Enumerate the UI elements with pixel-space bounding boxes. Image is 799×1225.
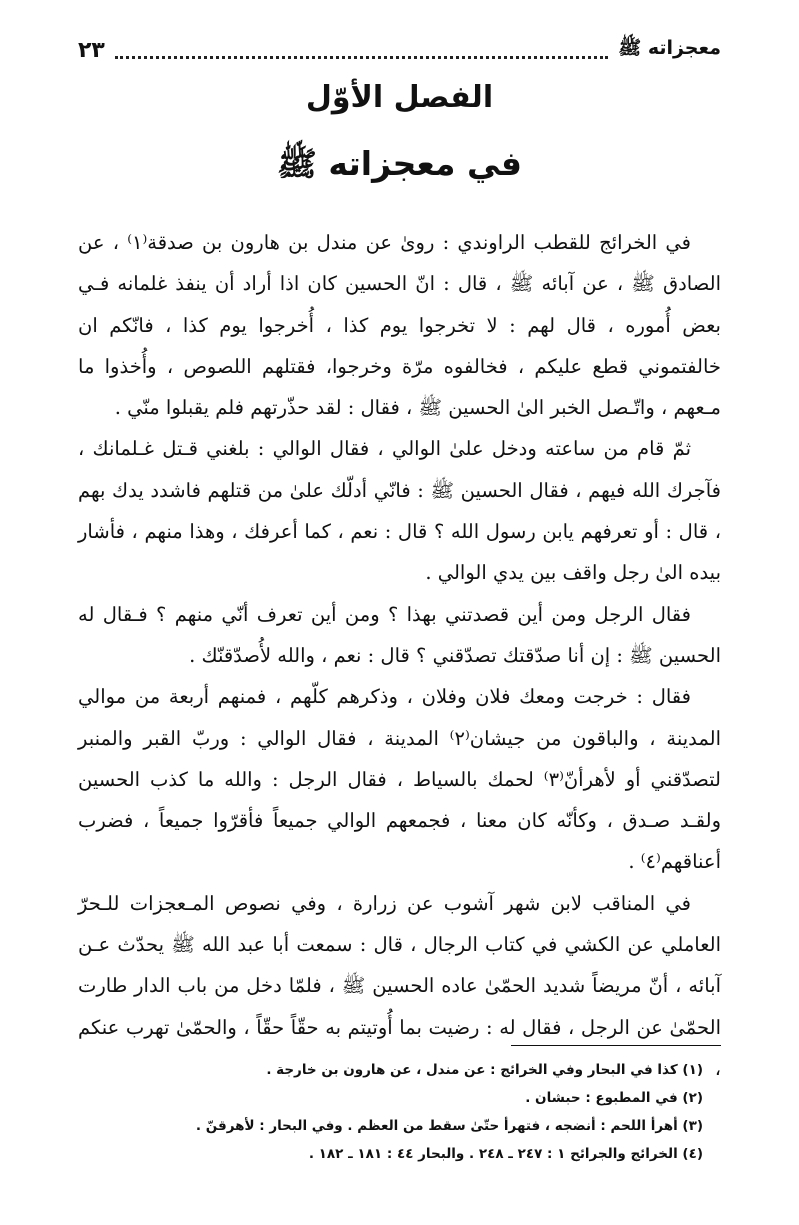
page-number: ٢٣ (78, 37, 105, 63)
footnote: (٤) الخرائج والجرائح ١ : ٢٤٧ ـ ٢٤٨ . والبحار ٤٤ : ١٨١ ـ ١٨٢ . (308, 1146, 703, 1162)
chapter-subtitle: في معجزاته ﷺ (277, 144, 522, 183)
running-title: معجزاته ﷺ (618, 37, 721, 59)
chapter-title: الفصل الأوّل (305, 80, 494, 115)
paragraph: فقال الرجل ومن أين قصدتني بهذا ؟ ومن أين تعرف أنّي منهم ؟ فـقال له الحسين ﷺ : إن أنا صدّقتك تصدّقني ؟ قال : نعم ، والله لأُصدّقنّك . (78, 602, 721, 667)
footnotes (78, 1056, 703, 1168)
paragraph: في الخرائج للقطب الراوندي : رویٰ عن مندل بن هارون بن صدقة⁽١⁾ ، عن الصادق ﷺ ، عن آبائه ﷺ ، قال : انّ الحسين كان اذا أراد أن ينفذ غلمانه فـي بعض أُموره ، قال لهم : لا تخرجوا يوم كذا ، أُخرجوا يوم كذا ، فانّكم ان خالفتموني قطع عليكم ، فخالفوه مرّة وخرجوا، فقتلهم اللصوص ، وأُخذوا ما مـعهم ، واتّـصل الخبر الیٰ الحسين ﷺ ، فقال : لقد حذّرتهم فلم يقبلوا منّي . (78, 231, 721, 420)
leader-dots (115, 42, 608, 59)
running-header (78, 32, 721, 68)
footnote: (٣) أهرأ اللحم : أنضجه ، فتهرأ حتّیٰ سقط من العظم . وفي البحار : لأهرقنّ . (195, 1118, 703, 1134)
paragraph: في المناقب لابن شهر آشوب عن زرارة ، وفي نصوص المـعجزات للـحرّ العاملي عن الكشي في كتاب الرجال ، قال : سمعت أبا عبد الله ﷺ يحدّث عـن آبائه ، أنّ مريضاً شديد الحمّیٰ عاده الحسين ﷺ ، فلمّا دخل من باب الدار طارت الحمّیٰ عن الرجل ، فقال له : رضيت بما أُوتيتم به حقّاً حقّاً ، والحمّیٰ تهرب عنكم ، (78, 891, 721, 1080)
footnote: (١) كذا في البحار وفي الخرائج : عن مندل ، عن هارون بن خارجة . (266, 1062, 703, 1078)
body-text (78, 222, 721, 1089)
paragraph: ثمّ قام من ساعته ودخل علیٰ الوالي ، فقال الوالي : بلغني قـتل غـلمانك ، فآجرك الله فيهم ، فقال الحسين ﷺ : فانّي أدلّك علیٰ من قتلهم فاشدد يدك بهم ، قال : أو تعرفهم يابن رسول الله ؟ قال : نعم ، كما أعرفك ، وهذا منهم ، فأشار بيده الیٰ رجل واقف بين يدي الوالي . (78, 437, 721, 585)
footnote: (٢) في المطبوع : حبشان . (525, 1090, 703, 1106)
paragraph: فقال : خرجت ومعك فلان وفلان ، وذكرهم كلّهم ، فمنهم أربعة من موالي المدينة ، والباقون من جيشان⁽٢⁾ المدينة ، فقال الوالي : وربّ القبر والمنبر لتصدّقني أو لأهرأنّ⁽٣⁾ لحمك بالسياط ، فقال الرجل : والله ما كذب الحسين ولقـد صـدق ، وكأنّه كان معنا ، فجمعهم الوالي جميعاً فأقرّوا جميعاً ، فضرب أعناقهم⁽٤⁾ . (78, 685, 721, 874)
footnote-divider (511, 1045, 721, 1046)
